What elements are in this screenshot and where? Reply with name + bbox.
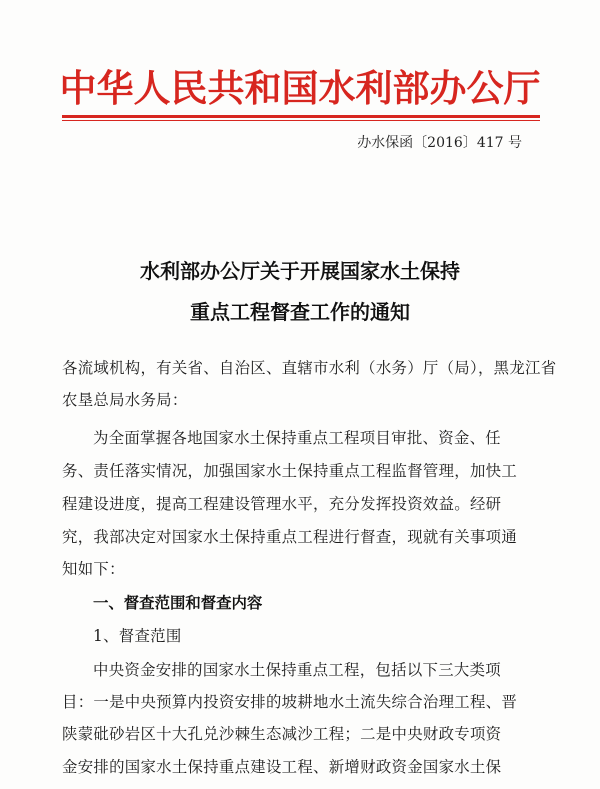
subsection-heading: 1、督查范围 (93, 627, 182, 645)
section-heading: 一、督查范围和督查内容 (93, 594, 263, 612)
paragraph-line: 陕蒙砒砂岩区十大孔兑沙棘生态减沙工程；二是中央财政专项资 (62, 725, 502, 743)
paragraph-line: 金安排的国家水土保持重点建设工程、新增财政资金国家水土保 (62, 758, 502, 776)
intro-line: 程建设进度，提高工程建设管理水平，充分发挥投资效益。经研 (62, 495, 502, 513)
recipients-line-2: 农垦总局水务局： (62, 391, 188, 409)
paragraph-line: 中央资金安排的国家水土保持重点工程，包括以下三大类项 (93, 661, 501, 679)
issuer-header: 中华人民共和国水利部办公厅 (59, 66, 541, 110)
intro-line: 为全面掌握各地国家水土保持重点工程项目审批、资金、任 (93, 429, 501, 447)
intro-line: 务、责任落实情况，加强国家水土保持重点工程监督管理，加快工 (62, 462, 518, 480)
recipients-line-1: 各流域机构，有关省、自治区、直辖市水利（水务）厅（局），黑龙江省 (62, 359, 557, 377)
intro-line: 知如下： (62, 560, 125, 578)
paragraph-line: 目：一是中央预算内投资安排的坡耕地水土流失综合治理工程、晋 (62, 693, 518, 711)
document-number: 办水保函〔2016〕417 号 (357, 135, 522, 151)
header-red-rule-thick (62, 115, 540, 118)
document-title-line-1: 水利部办公厅关于开展国家水土保持 (140, 259, 460, 283)
header-red-rule-thin (62, 120, 540, 121)
intro-line: 究，我部决定对国家水土保持重点工程进行督查，现就有关事项通 (62, 528, 518, 546)
document-title-line-2: 重点工程督查工作的通知 (190, 300, 410, 324)
